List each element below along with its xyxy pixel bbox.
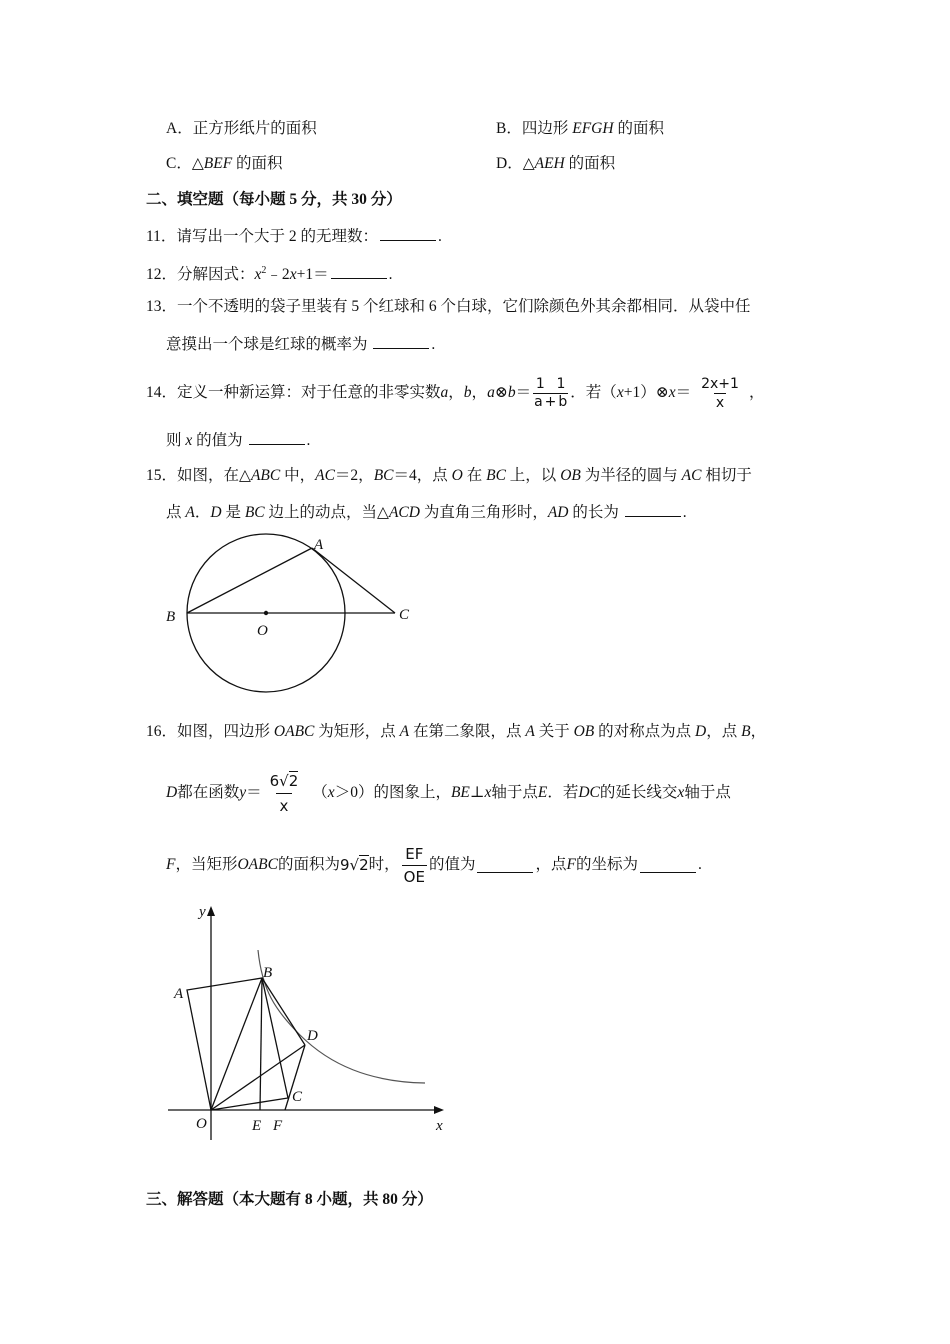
y-axis-arrow xyxy=(207,906,215,916)
label-a: A xyxy=(314,537,324,553)
question-11: 11．请写出一个大于 2 的无理数： . xyxy=(146,228,442,245)
option-c: C．△BEF 的面积 xyxy=(166,155,283,172)
option-b: B．四边形 EFGH 的面积 xyxy=(496,120,664,137)
question-13-line-1: 13．一个不透明的袋子里装有 5 个红球和 6 个白球，它们除颜色外其余都相同．从袋中任 xyxy=(146,298,751,315)
label-b: B xyxy=(166,609,176,625)
segment-be xyxy=(260,978,262,1110)
fraction-2x-plus-1-over-x: $\frac{2x+1}{x}$ xyxy=(701,375,739,411)
question-16-line-3: F ，当矩形 OABC 的面积为 9√2 时， $\frac{EF}{OE}$ 的值为 ，点 F 的坐标为 . xyxy=(166,844,702,886)
label-e: E xyxy=(252,1118,262,1134)
option-a: A．正方形纸片的面积 xyxy=(166,120,317,137)
label-c: C xyxy=(292,1089,303,1105)
question-14-line-1: 14． 定义一种新运算：对于任意的非零实数 a ， b ， a ⊗ b ＝ 1 1 a + b ．若（ x +1）⊗ x ＝ $\frac{2x+1}{x}$ ， xyxy=(146,375,765,411)
hyperbola-curve xyxy=(258,950,425,1083)
question-16-line-1: 16．如图，四边形 OABC 为矩形，点 A 在第二象限，点 A 关于 OB 的对称点为点 D，点 B， xyxy=(146,723,767,740)
segment-bd xyxy=(262,978,305,1045)
fraction-sum: 1 1 a + b xyxy=(534,375,568,410)
question-15-line-1: 15．如图，在△ABC 中，AC＝2，BC＝4，点 O 在 BC 上，以 OB 为半径的圆与 AC 相切于 xyxy=(146,467,752,484)
label-b: B xyxy=(263,965,273,981)
label-a: A xyxy=(174,986,184,1002)
fraction-6root2-over-x: $\frac{6√2}{x}$ xyxy=(269,771,299,815)
label-d: D xyxy=(307,1028,318,1044)
section-3-title: 三、解答题（本大题有 8 小题，共 80 分） xyxy=(146,1191,433,1208)
label-y: y xyxy=(199,904,206,920)
section-2-title: 二、填空题（每小题 5 分，共 30 分） xyxy=(146,191,402,208)
label-f: F xyxy=(273,1118,283,1134)
label-c: C xyxy=(399,607,410,623)
area-9root2: 9√2 xyxy=(339,856,369,874)
label-x: x xyxy=(436,1118,443,1134)
x-axis-arrow xyxy=(434,1106,444,1114)
option-d: D．△AEH 的面积 xyxy=(496,155,616,172)
rectangle-oabc xyxy=(187,978,288,1110)
label-o: O xyxy=(196,1116,207,1132)
question-15-line-2: 点 A．D 是 BC 边上的动点，当△ACD 为直角三角形时，AD 的长为 . xyxy=(166,504,687,521)
question-13-line-2: 意摸出一个球是红球的概率为 . xyxy=(166,336,436,353)
question-12: 12．分解因式：$x^2﹣2x+1=$ . xyxy=(146,265,393,284)
question-16-line-2: D 都在函数 y ＝ $\frac{6√2}{x}$ （ x ＞0）的图象上， BE ⊥ x 轴于点 E ．若 DC 的延长线交 x 轴于点 xyxy=(166,771,731,815)
segment-od xyxy=(211,1045,305,1110)
fraction-ef-over-oe: $\frac{EF}{OE}$ xyxy=(403,844,425,886)
question-14-line-2: 则 x 的值为 . xyxy=(166,432,311,449)
diagonal-ob xyxy=(211,978,262,1110)
label-o: O xyxy=(257,623,268,639)
